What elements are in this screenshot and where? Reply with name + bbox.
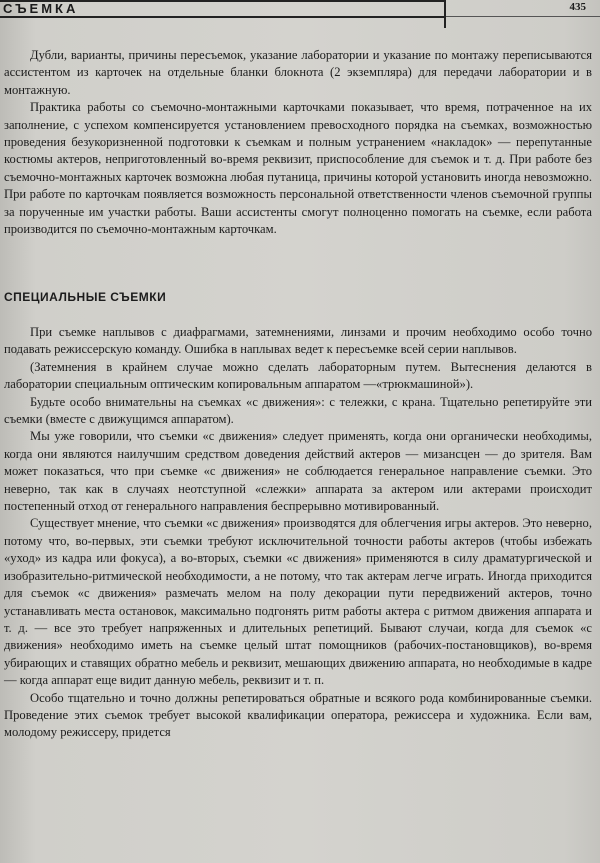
paragraph: Мы уже говорили, что съемки «с движения» следует применять, когда они органически необходимы, когда они являются наилучшим средством доведения действий актеров — мизансцен — до зрителя. Вам может показаться, что при съемке «с движения» не соблюдается генеральное направление съемки. Это неверно, так как в случаях неотступной «слежки» аппарата за актером или актерами происходит постепенный отход от генерального направления беспрерывно мотивированный.	[4, 429, 592, 514]
paragraph: Особо тщательно и точно должны репетироваться обратные и всякого рода комбинированные съемки. Проведение этих съемок требует высокой квалификации оператора, режиссера и художника. Если вам, молодому режиссеру, придется	[4, 690, 592, 740]
paragraph: (Затемнения в крайнем случае можно сделать лабораторным путем. Вытеснения делаются в лаборатории специальным оптическим копировальным аппаратом —«трюкмашиной»).	[4, 359, 592, 392]
paragraph: Существует мнение, что съемки «с движения» производятся для облегчения игры актеров. Это неверно, потому что, во-первых, эти съемки требуют исключительной точности работы актеров (чтобы избежать «уход» из кадра или фокуса), а во-вторых, съемки «с движения» применяются в силу драматургической и изобразительно-ритмической необходимости, а не потому, что так актерам легче играть. Иногда приходится для съемок «с движения» размечать мелом на полу декорации пути передвижений актеров, точно устанавливать места остановок, максимально подгонять ритм работы актера с ритмом движения аппарата и т. д. — все это требует напряженных и длительных репетиций. Бывают случаи, когда для съемок «с движения» необходимо иметь на съемке целый штат помощников (рабочих-постановщиков), во-время убирающих и ставящих обратно мебель и реквизит, мешающих движению аппарата, но необходимые в кадре — когда аппарат еще видит данную мебель, реквизит и т. п.	[4, 516, 592, 688]
paragraph: Практика работы со съемочно-монтажными карточками показывает, что время, потраченное на их заполнение, с успехом компенсируется установлением превосходного порядка на съемках, возможностью проведения безукоризненной подготовки к съемкам и полным устранением «накладок» — перепутанные костюмы актеров, неприготовленный во-время реквизит, приспособление для съемок и т. д. При работе без съемочно-монтажных карточек возможна любая путаница, причины которой установить иногда невозможно. При работе по карточкам появляется возможность персональной ответственности членов съемочной группы за порученные им участки работы. Ваши ассистенты смогут полноценно помогать на съемке, если работа производится по съемочно-монтажным карточкам.	[4, 100, 592, 237]
running-header	[0, 0, 600, 30]
section-2-body	[4, 324, 592, 742]
section-1-body	[4, 47, 592, 238]
page-number: 435	[569, 1, 586, 13]
running-title: СЪЕМКА	[3, 1, 79, 16]
header-bottom-rule	[0, 16, 446, 18]
section-heading: СПЕЦИАЛЬНЫЕ СЪЕМКИ	[4, 290, 167, 304]
header-right-rule	[446, 16, 600, 17]
paragraph: При съемке наплывов с диафрагмами, затемнениями, линзами и прочим необходимо особо точно подавать режиссерскую команду. Ошибка в наплывах ведет к пересъемке всей серии наплывов.	[4, 325, 592, 357]
paragraph: Дубли, варианты, причины пересъемок, указание лаборатории и указание по монтажу переписываются ассистентом из карточек на отдельные бланки блокнота (2 экземпляра) для передачи лаборатории и в монтажную.	[4, 48, 592, 97]
paragraph: Будьте особо внимательны на съемках «с движения»: с тележки, с крана. Тщательно репетируйте эти съемки (вместе с движущимся аппаратом).	[4, 394, 592, 427]
header-vertical-rule	[444, 0, 446, 28]
